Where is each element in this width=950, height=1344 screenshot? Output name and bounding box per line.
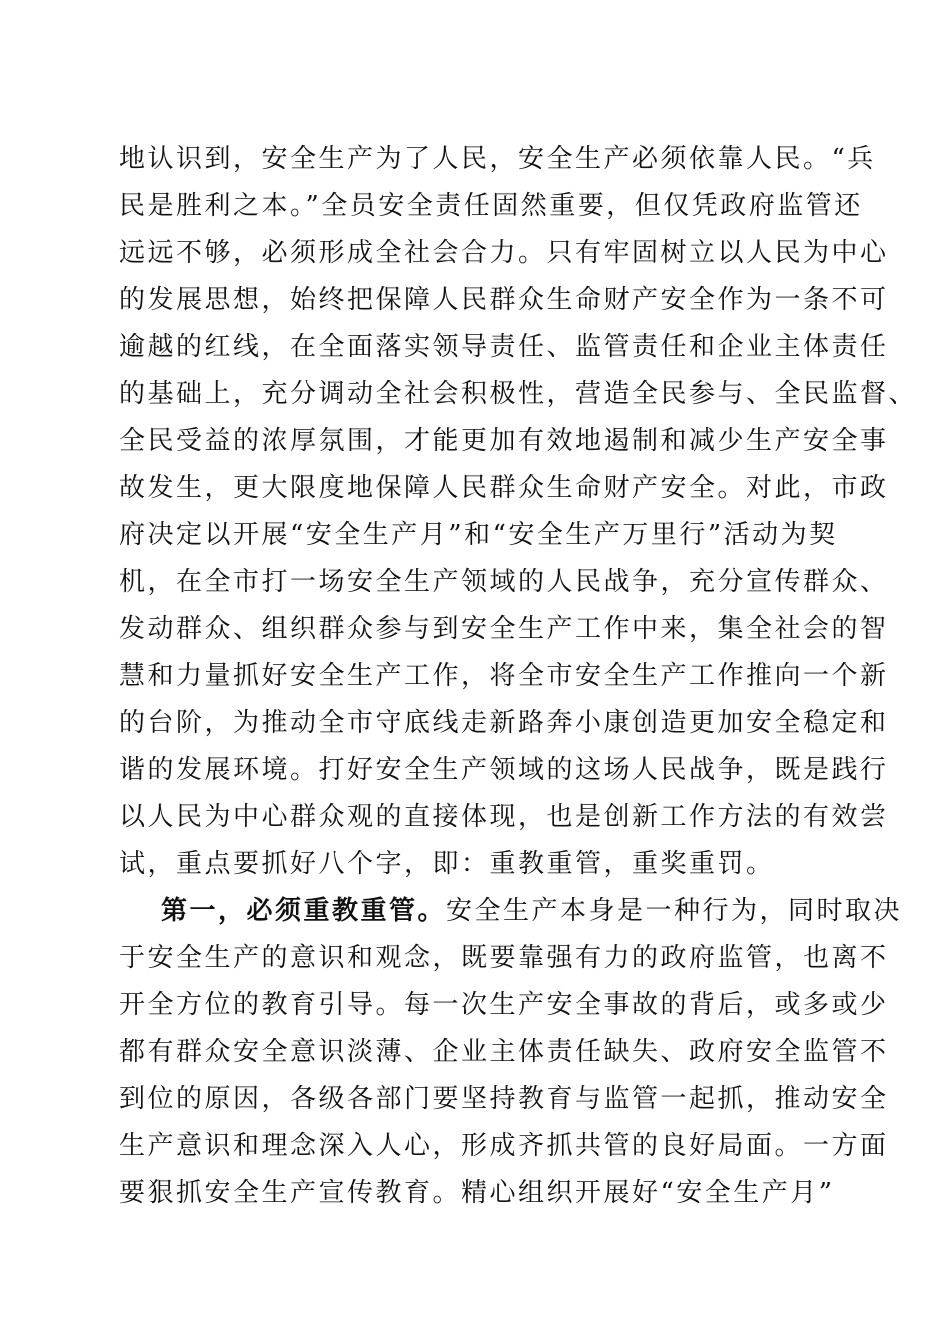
paragraph-line: 发动群众、组织群众参与到安全生产工作中来，集全社会的智 (119, 614, 889, 644)
paragraph-line: 地认识到，安全生产为了人民，安全生产必须依靠人民。“兵 (119, 144, 876, 174)
section-line: 都有群众安全意识淡薄、企业主体责任缺失、政府安全监管不 (119, 1037, 889, 1067)
paragraph-line: 慧和力量抓好安全生产工作，将全市安全生产工作推向一个新 (119, 661, 889, 691)
paragraph-line: 试，重点要抓好八个字，即：重教重管，重奖重罚。 (119, 849, 775, 879)
section-line: 生产意识和理念深入人心，形成齐抓共管的良好局面。一方面 (119, 1131, 889, 1161)
section-heading: 第一，必须重教重管。 (161, 896, 447, 926)
paragraph-line: 谐的发展环境。打好安全生产领域的这场人民战争，既是践行 (119, 755, 889, 785)
paragraph-line: 以人民为中心群众观的直接体现，也是创新工作方法的有效尝 (119, 802, 889, 832)
paragraph-line: 远远不够，必须形成全社会合力。只有牢固树立以人民为中心 (119, 238, 889, 268)
paragraph-line: 的台阶，为推动全市守底线走新路奔小康创造更加安全稳定和 (119, 708, 889, 738)
section-first-line (161, 891, 902, 931)
paragraph-line: 的基础上，充分调动全社会积极性，营造全民参与、全民监督、 (119, 379, 918, 409)
section-line: 到位的原因，各级各部门要坚持教育与监管一起抓，推动安全 (119, 1084, 889, 1114)
paragraph-line: 逾越的红线，在全面落实领导责任、监管责任和企业主体责任 (119, 332, 889, 362)
paragraph-line: 的发展思想，始终把保障人民群众生命财产安全作为一条不可 (119, 285, 889, 315)
paragraph-line: 民是胜利之本。”全员安全责任固然重要，但仅凭政府监管还 (119, 191, 863, 221)
section-line: 开全方位的教育引导。每一次生产安全事故的背后，或多或少 (119, 990, 889, 1020)
paragraph-line: 全民受益的浓厚氛围，才能更加有效地遏制和减少生产安全事 (119, 426, 889, 456)
section-line: 于安全生产的意识和观念，既要靠强有力的政府监管，也离不 (119, 943, 889, 973)
paragraph-line: 故发生，更大限度地保障人民群众生命财产安全。对此，市政 (119, 473, 889, 503)
paragraph-line: 机，在全市打一场安全生产领域的人民战争，充分宣传群众、 (119, 567, 889, 597)
paragraph-line: 府决定以开展“安全生产月”和“安全生产万里行”活动为契 (119, 520, 838, 550)
section-first-line-text: 安全生产本身是一种行为，同时取决 (446, 896, 903, 926)
section-line: 要狠抓安全生产宣传教育。精心组织开展好“安全生产月” (119, 1178, 835, 1208)
